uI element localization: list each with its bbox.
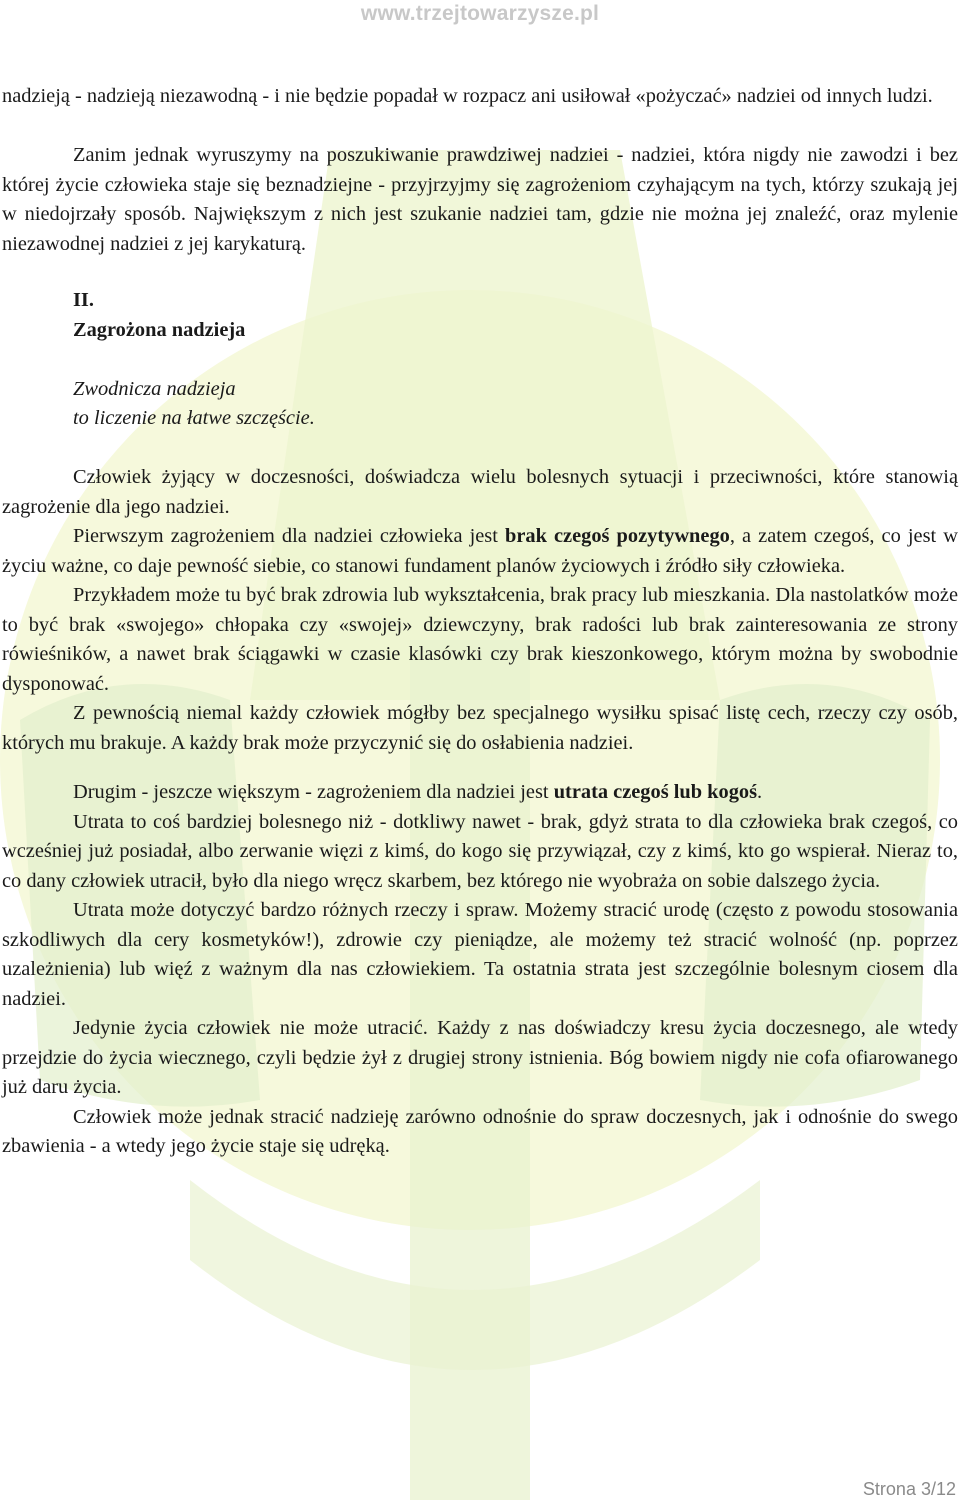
paragraph-4-emphasis: brak czegoś pozytywnego — [505, 525, 730, 547]
paragraph-9: Utrata może dotyczyć bardzo różnych rzeczy i spraw. Możemy stracić urodę (często z powodu stosowania szkodliwych dla cery kosmetyków!), zdrowie czy pieniądze, ale możemy też stracić wolność (np. poprzez uzależnienia) lub więź z ważnym dla nas człowiekiem. Ta ostatnia strata jest szczególnie bolesnym ciosem dla nadziei. — [2, 899, 958, 1010]
paragraph-7-emphasis: utrata czegoś lub kogoś — [553, 781, 758, 803]
subtitle-line-1: Zwodnicza nadzieja — [73, 377, 236, 400]
paragraph-4-text-a: Pierwszym zagrożeniem dla nadziei człowieka jest — [73, 525, 505, 547]
paragraph-7-text-b: . — [757, 781, 763, 803]
site-header[interactable]: www.trzejtowarzysze.pl — [360, 2, 600, 25]
paragraph-7-text-a: Drugim - jeszcze większym - zagrożeniem dla nadziei jest — [73, 781, 554, 803]
section-title: Zagrożona nadzieja — [73, 318, 246, 341]
paragraph-6: Z pewnością niemal każdy człowiek mógłby bez specjalnego wysiłku spisać listę cech, rzeczy czy osób, których mu brakuje. A każdy brak może przyczynić się do osłabienia nadziei. — [2, 702, 958, 754]
paragraph-8: Utrata to coś bardziej bolesnego niż - dotkliwy nawet - brak, gdyż strata to dla człowieka brak czegoś, co wcześniej już posiadał, albo zerwanie więzi z kimś, do kogo się przywiązał, czy z kimś, kto go wspierał. Nieraz to, co dany człowiek utracił, było dla niego wręcz skarbem, bez którego nie wyobraża on sobie dalszego życia. — [2, 810, 958, 892]
paragraph-11: Człowiek może jednak stracić nadzieję zarówno odnośnie do spraw doczesnych, jak i odnośnie do swego zbawienia - a wtedy jego życie staje się udręką. — [2, 1105, 958, 1157]
paragraph-4-text-b: , a zatem czegoś, co jest w życiu ważne, co daje pewność siebie, co stanowi fundament planów życiowych i źródło siły człowieka. — [2, 525, 959, 577]
paragraph-10: Jedynie życia człowiek nie może utracić. Każdy z nas doświadczy kresu życia doczesnego, ale wtedy przejdzie do życia wiecznego, czyli będzie żył z drugiej strony istnienia. Bóg bowiem nigdy nie cofa ofiarowanego już daru życia. — [2, 1017, 958, 1098]
paragraph-1: nadzieją - nadzieją niezawodną - i nie będzie popadał w rozpacz ani usiłował «pożyczać» nadziei od innych ludzi. — [2, 85, 933, 107]
paragraph-4 — [2, 522, 958, 581]
page-number: Strona 3/12 — [862, 1479, 956, 1499]
subtitle-line-2: to liczenie na łatwe szczęście. — [73, 407, 315, 429]
paragraph-7 — [2, 778, 958, 808]
paragraph-3: Człowiek żyjący w doczesności, doświadcza wielu bolesnych sytuacji i przeciwności, które stanowią zagrożenie dla jego nadziei. — [2, 466, 958, 518]
section-number: II. — [73, 289, 94, 311]
paragraph-5: Przykładem może tu być brak zdrowia lub wykształcenia, brak pracy lub mieszkania. Dla nastolatków może to być brak «swojego» chłopaka czy «swojej» dziewczyny, brak radości lub brak zainteresowania ze strony rówieśników, a nawet brak ściągawki w czasie klasówki czy brak kieszonkowego, którym można by swobodnie dysponować. — [2, 584, 958, 695]
paragraph-2: Zanim jednak wyruszymy na poszukiwanie prawdziwej nadziei - nadziei, która nigdy nie zawodzi i bez której życie człowieka staje się beznadziejne - przyjrzyjmy się zagrożeniom czyhającym na tych, którzy szukają jej w niedojrzały sposób. Największym z nich jest szukanie nadziei tam, gdzie nie można jej znaleźć, oraz mylenie niezawodnej nadziei z jej karykaturą. — [2, 144, 958, 255]
document-body — [2, 82, 958, 1162]
